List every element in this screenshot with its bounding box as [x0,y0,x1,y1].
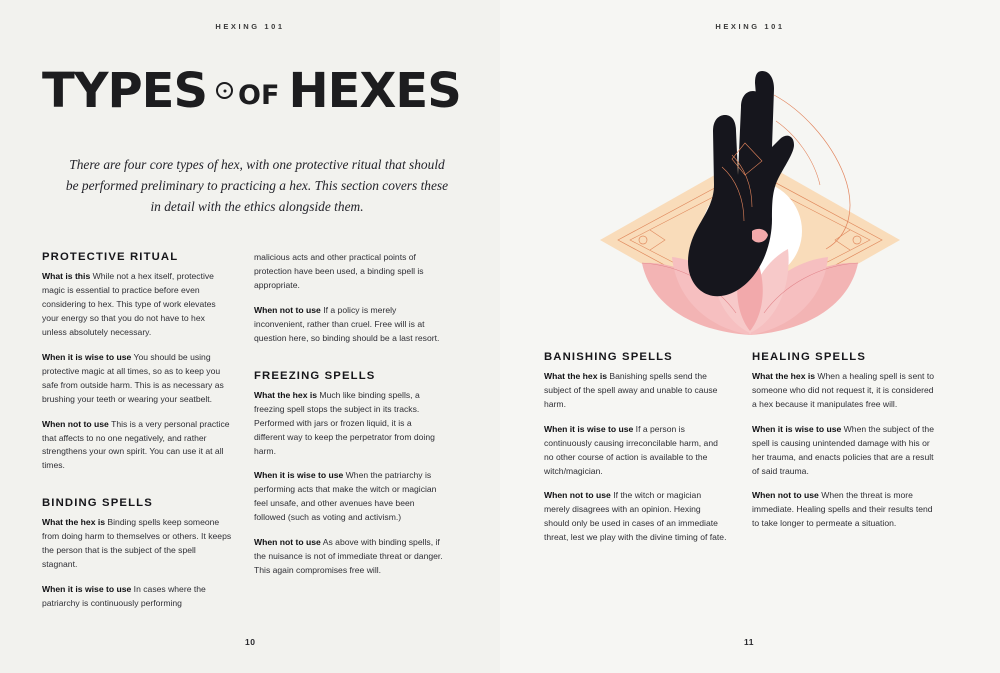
paragraph-lead: When not to use [752,490,819,501]
section-heading-banishing-spells: BANISHING SPELLS [544,351,673,363]
running-head-right: HEXING 101 [715,22,785,31]
page-title-of-group [216,80,280,112]
paragraph-lead: When not to use [254,537,321,548]
left-page-columns [42,251,456,622]
dot-circle-icon [216,82,233,99]
paragraph-lead: What the hex is [254,389,318,400]
paragraph-body: Much like binding spells, a freezing spell stops the subject in its tracks. Performed with jars or frozen liquid, it is a different way to keep the perpetrator from doing harm. [254,389,435,456]
paragraph-body: As above with binding spells, if the nuisance is not of immediate threat or danger. This again compromises free will. [254,537,443,575]
section-heading-freezing-spells: FREEZING SPELLS [254,369,376,382]
left-column-2 [254,251,444,622]
paragraph [544,370,728,412]
paragraph-lead: When it is wise to use [752,423,842,434]
page-title [42,63,500,119]
paragraph-lead: What the hex is [544,371,608,381]
paragraph [42,351,232,407]
paragraph-body: When the subject of the spell is causing unintended damage with his or her trauma, and enacts policies that are a result of said trauma. [752,423,934,476]
paragraph [254,304,444,346]
paragraph-body: You should be using protective magic at all times, so as to keep you safe from outside harm. This is as necessary as brushing your teeth or wearing your seatbelt. [42,351,224,404]
paragraph-body: If a policy is merely inconvenient, rather than cruel. Free will is at question here, so binding should be a last resort. [254,305,440,343]
paragraph-body: While not a hex itself, protective magic is essential to practice before even considering to hex. This type of work elevates your energy so that you do not have to hex unless absolutely necessary. [42,271,216,337]
page-title-part2: HEXES [288,63,461,119]
intro-text: There are four core types of hex, with one protective ritual that should be performed preliminary to practicing a hex. This section covers these in detail with the ethics alongside them. [65,157,449,214]
paragraph-lead: When not to use [42,418,109,429]
paragraph-lead: When it is wise to use [254,470,344,481]
right-column-2 [752,351,936,556]
paragraph [42,418,232,474]
paragraph-body: Binding spells keep someone from doing harm to themselves or others. It keeps the person that is the subject of the spell stagnant. [42,517,232,570]
right-page [500,0,1000,673]
left-column-1 [42,251,232,622]
page-number-right: 11 [744,637,754,647]
illustration-svg [500,35,1000,335]
paragraph-body: Banishing spells send the subject of the spell away and unable to cause harm. [544,371,718,409]
paragraph-lead: When it is wise to use [42,583,132,594]
page-number-left: 10 [245,637,256,647]
section-heading-protective-ritual: PROTECTIVE RITUAL [42,251,179,264]
right-page-columns [544,351,960,556]
paragraph [254,389,444,459]
paragraph-body: malicious acts and other practical points of protection have been used, a binding spell is appropriate. [254,252,424,291]
paragraph [752,423,936,479]
paragraph [254,251,444,293]
paragraph [752,489,936,531]
paragraph-lead: What the hex is [42,517,106,528]
paragraph-body: If the witch or magician merely disagrees with an opinion. Hexing should only be used in cases of an immediate threat, lest we play with the divine timing of fate. [544,490,727,543]
paragraph-lead: What is this [42,271,91,282]
paragraph-body: When the threat is more immediate. Healing spells and their results tend to take longer to permeate a situation. [752,490,933,529]
paragraph [254,536,444,578]
paragraph-lead: When not to use [544,490,611,501]
paragraph-body: When a healing spell is sent to someone who did not request it, it is considered a hex because it manipulates free will. [752,371,934,409]
paragraph [752,370,936,412]
paragraph [42,270,232,340]
running-head-left: HEXING 101 [215,22,285,31]
right-column-1 [544,351,728,556]
paragraph [254,469,444,525]
section-heading-binding-spells: BINDING SPELLS [42,497,153,510]
paragraph-body: When the patriarchy is performing acts that make the witch or magician feel unsafe, and other avenues have been followed (such as voting and activism.) [254,470,437,523]
paragraph-body: This is a very personal practice that affects to no one negatively, and rather strengthens your own spirit. You can use it at all times. [42,418,230,471]
hand-lotus-illustration [500,35,1000,335]
page-title-part1: TYPES [42,63,208,119]
paragraph [544,423,728,479]
paragraph [42,516,232,572]
intro-blurb [62,155,452,217]
paragraph-body: In cases where the patriarchy is continuously performing [42,583,206,608]
paragraph-lead: What the hex is [752,371,816,381]
paragraph-lead: When it is wise to use [42,351,132,362]
paragraph [544,489,728,545]
paragraph [42,583,232,611]
paragraph-lead: When not to use [254,305,321,316]
page-title-of: OF [238,80,280,111]
paragraph-lead: When it is wise to use [544,423,634,434]
section-heading-healing-spells: HEALING SPELLS [752,351,867,363]
paragraph-body: If a person is continuously causing irreconcilable harm, and no other course of action is available to the witch/magician. [544,423,718,476]
